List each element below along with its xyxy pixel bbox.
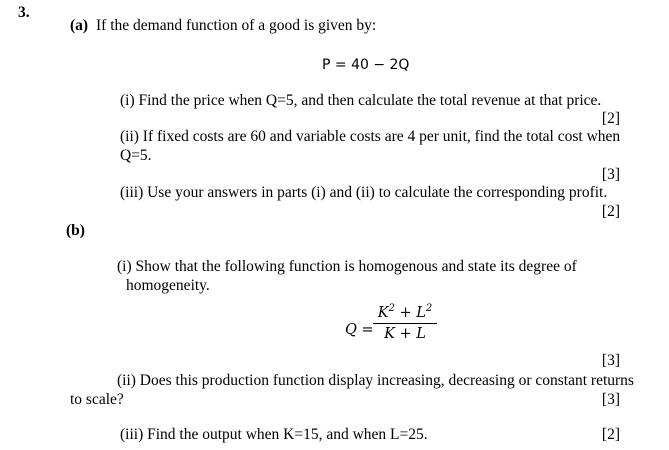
demand-equation: P = 40 − 2Q <box>322 57 410 73</box>
part-b-i-line1: (i) Show that the following function is homogenous and state its degree of <box>117 258 577 275</box>
part-a-i-text: (i) Find the price when Q=5, and then calculate the total revenue at that price. <box>120 92 602 109</box>
part-b-i-marks: [3] <box>601 352 620 369</box>
production-function-fraction <box>370 305 440 342</box>
part-b-ii-marks: [3] <box>601 391 620 408</box>
part-a-intro: If the demand function of a good is given by: <box>96 17 377 34</box>
part-b-i-line2: homogeneity. <box>126 277 210 294</box>
part-a-ii-line2: Q=5. <box>120 147 152 164</box>
part-a-ii-marks: [3] <box>601 166 620 183</box>
part-a-label: (a) <box>70 17 89 34</box>
fraction-denominator: K + L <box>384 326 426 342</box>
part-a-ii-line1: (ii) If fixed costs are 60 and variable costs are 4 per unit, find the total cost when <box>120 128 621 145</box>
part-b-iii-text: (iii) Find the output when K=15, and when L=25. <box>120 426 428 443</box>
part-a-iii-text: (iii) Use your answers in parts (i) and (ii) to calculate the corresponding profit. <box>120 184 608 201</box>
part-b-ii-line2: to scale? <box>70 391 124 408</box>
fraction-numerator: $K^2 + L^2$ <box>377 303 433 321</box>
part-a-iii-marks: [2] <box>601 203 620 220</box>
part-a-i-marks: [2] <box>601 110 620 127</box>
production-function-lhs: Q = <box>345 322 374 338</box>
part-b-ii-line1: (ii) Does this production function display increasing, decreasing or constant returns <box>117 372 634 389</box>
part-b-label: (b) <box>66 222 85 239</box>
part-b-iii-marks: [2] <box>601 426 620 443</box>
question-number: 3. <box>18 4 30 21</box>
